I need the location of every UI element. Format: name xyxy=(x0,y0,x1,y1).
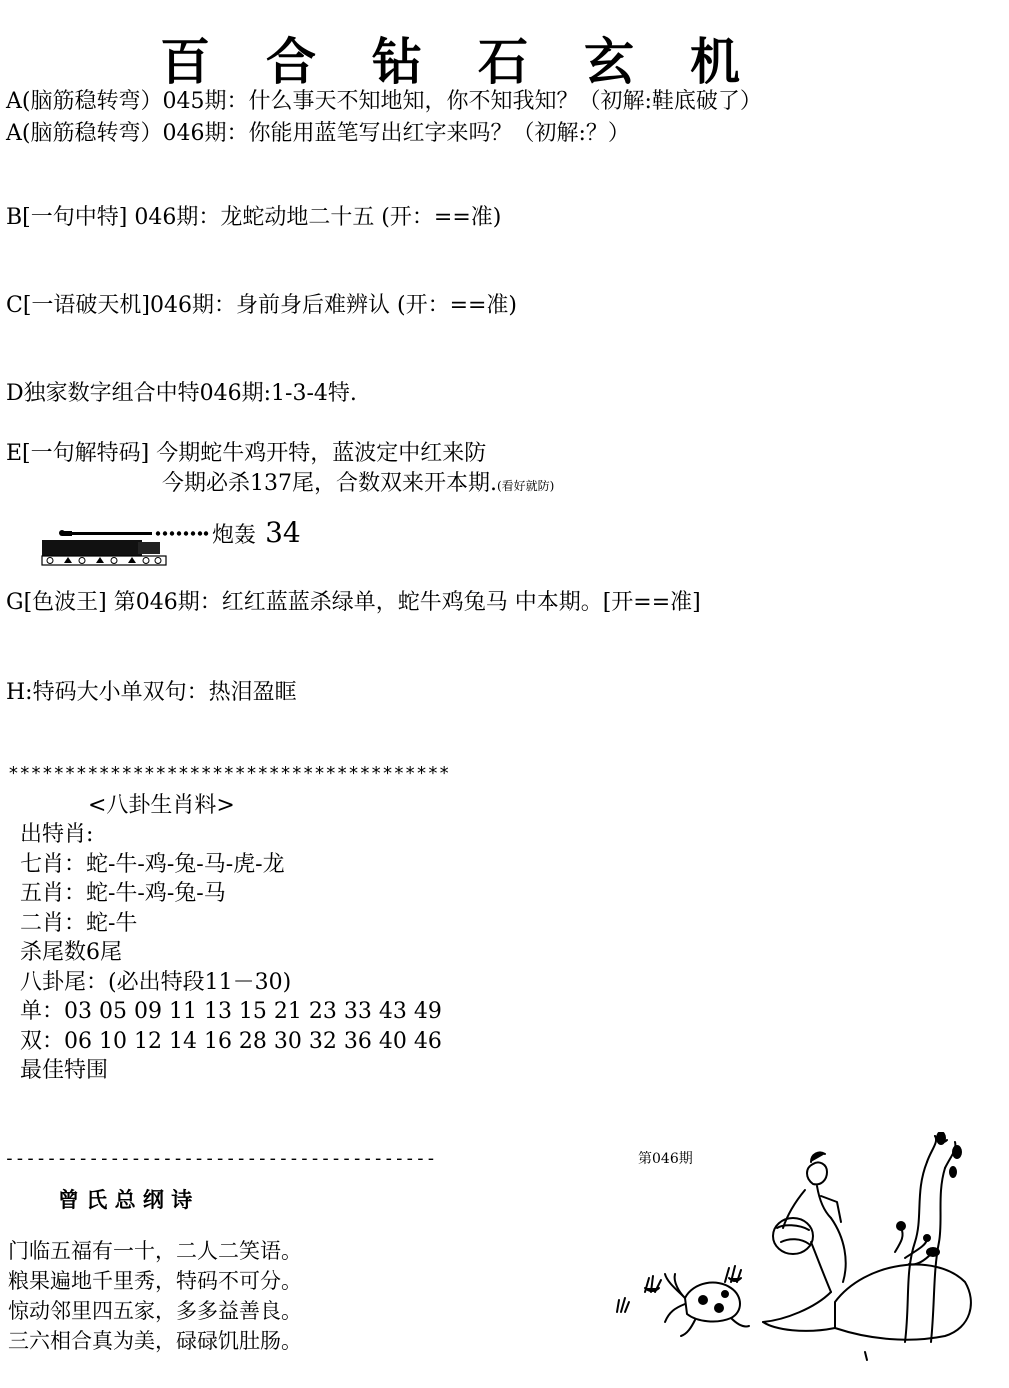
dash-separator: ----------------------------------------- xyxy=(4,1148,437,1169)
line-e1: E[一句解特码] 今期蛇牛鸡开特，蓝波定中红来防 xyxy=(6,441,487,466)
line-e2-note: (看好就防) xyxy=(497,479,555,493)
list-item: 最佳特围 xyxy=(20,1058,109,1083)
poem-line: 三六相合真为美，碌碌饥肚肠。 xyxy=(8,1329,302,1353)
line-h: H:特码大小单双句：热泪盈眶 xyxy=(6,680,297,705)
line-e2 xyxy=(162,466,554,497)
list-item: 七肖：蛇-牛-鸡-兔-马-虎-龙 xyxy=(20,851,285,877)
poem-line: 粮果遍地千里秀，特码不可分。 xyxy=(8,1269,302,1293)
bagua-list xyxy=(20,820,442,1086)
line-a-045: A(脑筋稳转弯）045期：什么事天不知地知，你不知我知？（初解:鞋底破了） xyxy=(6,89,762,114)
list-item: 五肖：蛇-牛-鸡-兔-马 xyxy=(20,881,226,906)
cannon-line xyxy=(212,516,301,549)
poem-line: 门临五福有一十，二人二笑语。 xyxy=(8,1239,302,1263)
poem-title: 曾 氏 总 纲 诗 xyxy=(58,1187,193,1212)
list-item: 二肖：蛇-牛 xyxy=(20,910,138,936)
bagua-header: <八卦生肖料> xyxy=(88,793,235,818)
cannon-icon xyxy=(38,520,210,570)
list-item: 八卦尾：(必出特段11－30) xyxy=(20,969,292,995)
star-separator: *************************************** xyxy=(8,763,451,784)
issue-label: 第046期 xyxy=(638,1151,693,1167)
cannon-label: 炮轰 xyxy=(212,523,257,548)
poem-body xyxy=(8,1236,302,1356)
list-item: 出特肖: xyxy=(20,822,94,847)
list-item: 双：06 10 12 14 16 28 30 32 36 40 46 xyxy=(20,1028,442,1054)
line-b: B[一句中特] 046期：龙蛇动地二十五 (开：==准) xyxy=(6,205,502,230)
list-item: 单：03 05 09 11 13 15 21 23 33 43 49 xyxy=(20,999,442,1024)
poem-line: 惊动邻里四五家，多多益善良。 xyxy=(8,1299,302,1323)
list-item: 杀尾数6尾 xyxy=(20,940,122,965)
page-title: 百合钻石玄机 xyxy=(160,32,796,91)
illustration-figure-rabbit xyxy=(605,1132,985,1372)
line-a-046: A(脑筋稳转弯）046期：你能用蓝笔写出红字来吗？（初解:？） xyxy=(6,121,630,146)
line-e2-text: 今期必杀137尾，合数双来开本期. xyxy=(162,471,497,496)
line-c: C[一语破天机]046期：身前身后难辨认 (开：==准) xyxy=(6,293,518,318)
line-d: D独家数字组合中特046期:1-3-4特. xyxy=(6,381,357,406)
cannon-number: 34 xyxy=(265,516,301,549)
line-g: G[色波王] 第046期：红红蓝蓝杀绿单，蛇牛鸡兔马 中本期。[开==准] xyxy=(6,590,701,615)
